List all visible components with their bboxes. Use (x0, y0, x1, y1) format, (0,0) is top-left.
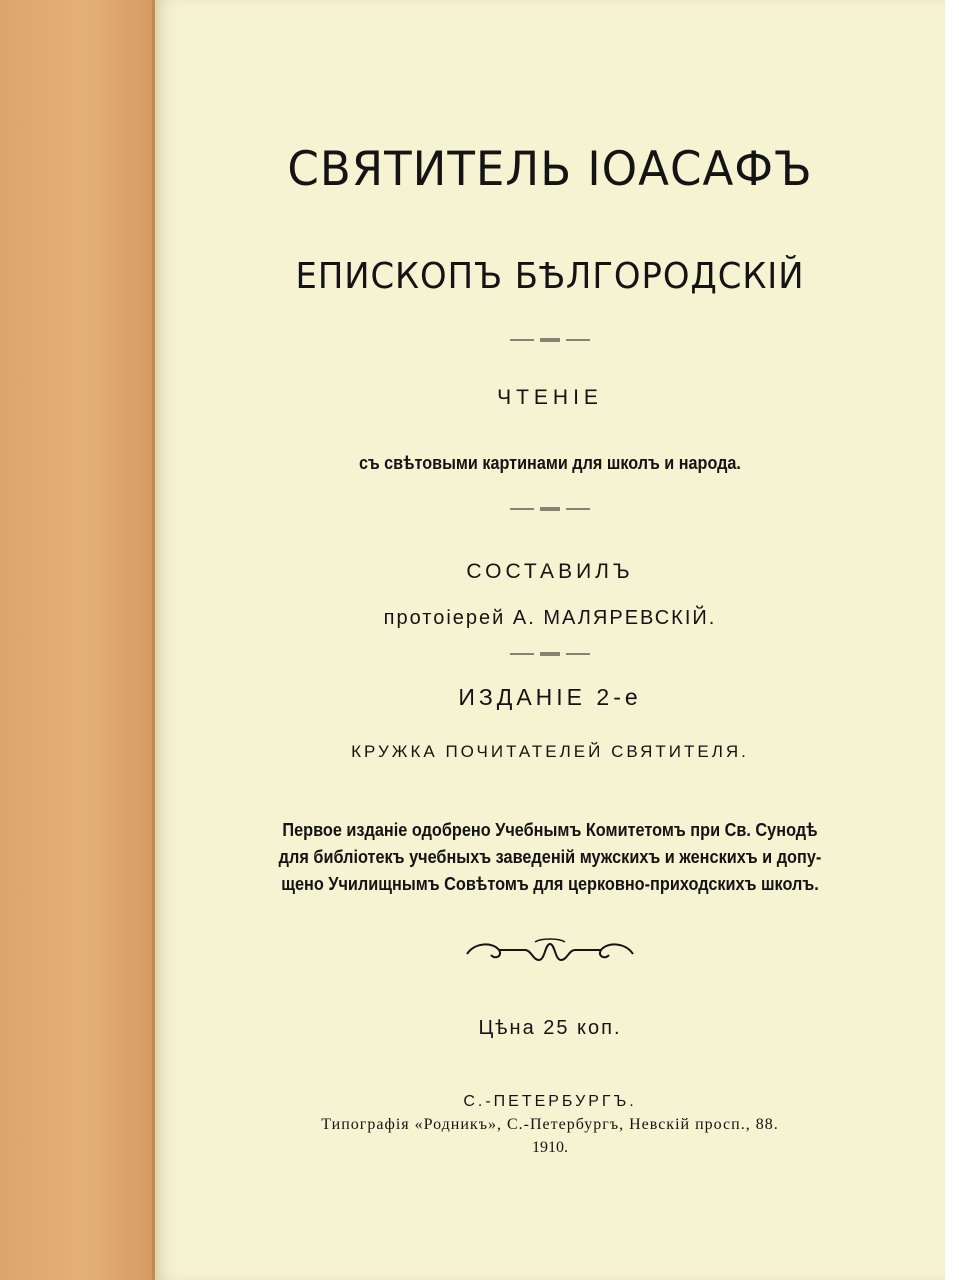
page-right-margin (945, 0, 959, 1280)
book-title: СВЯТИТЕЛЬ ІОАСАФЪ (287, 142, 813, 197)
book-subtitle: ЕПИСКОПЪ БѢЛГОРОДСКІЙ (295, 256, 805, 297)
approval-notice (155, 816, 945, 897)
title-page (155, 0, 945, 1280)
publication-city: С.-ПЕТЕРБУРГЪ. (463, 1093, 637, 1110)
compiled-by-label: СОСТАВИЛЪ (466, 560, 634, 583)
divider-icon (155, 337, 945, 343)
approval-line: для библіотекъ учебныхъ заведеній мужскихъ и женскихъ и допу- (278, 846, 822, 867)
price-label: Цѣна 25 коп. (478, 1017, 622, 1039)
divider-icon (155, 506, 945, 512)
title-page-content (155, 0, 945, 1280)
divider-icon (155, 651, 945, 657)
reading-description: съ свѣтовыми картинами для школъ и народа. (359, 453, 741, 473)
publisher-circle: КРУЖКА ПОЧИТАТЕЛЕЙ СВЯТИТЕЛЯ. (351, 742, 749, 761)
book-cover-edge (0, 0, 155, 1280)
approval-line: Первое изданіе одобрено Учебнымъ Комитетомъ при Св. Сунодѣ (282, 819, 818, 840)
edition-label: ИЗДАНІЕ 2-е (458, 684, 642, 710)
printer-info: Типографія «Родникъ», С.-Петербургъ, Невскій просп., 88. (321, 1116, 779, 1133)
publication-year: 1910. (532, 1139, 568, 1156)
reading-heading: ЧТЕНІЕ (497, 386, 603, 409)
scroll-ornament-icon (155, 936, 945, 966)
approval-line: щено Училищнымъ Совѣтомъ для церковно-приходскихъ школъ. (281, 873, 819, 894)
author-name: протоіерей А. МАЛЯРЕВСКІЙ. (383, 607, 717, 629)
